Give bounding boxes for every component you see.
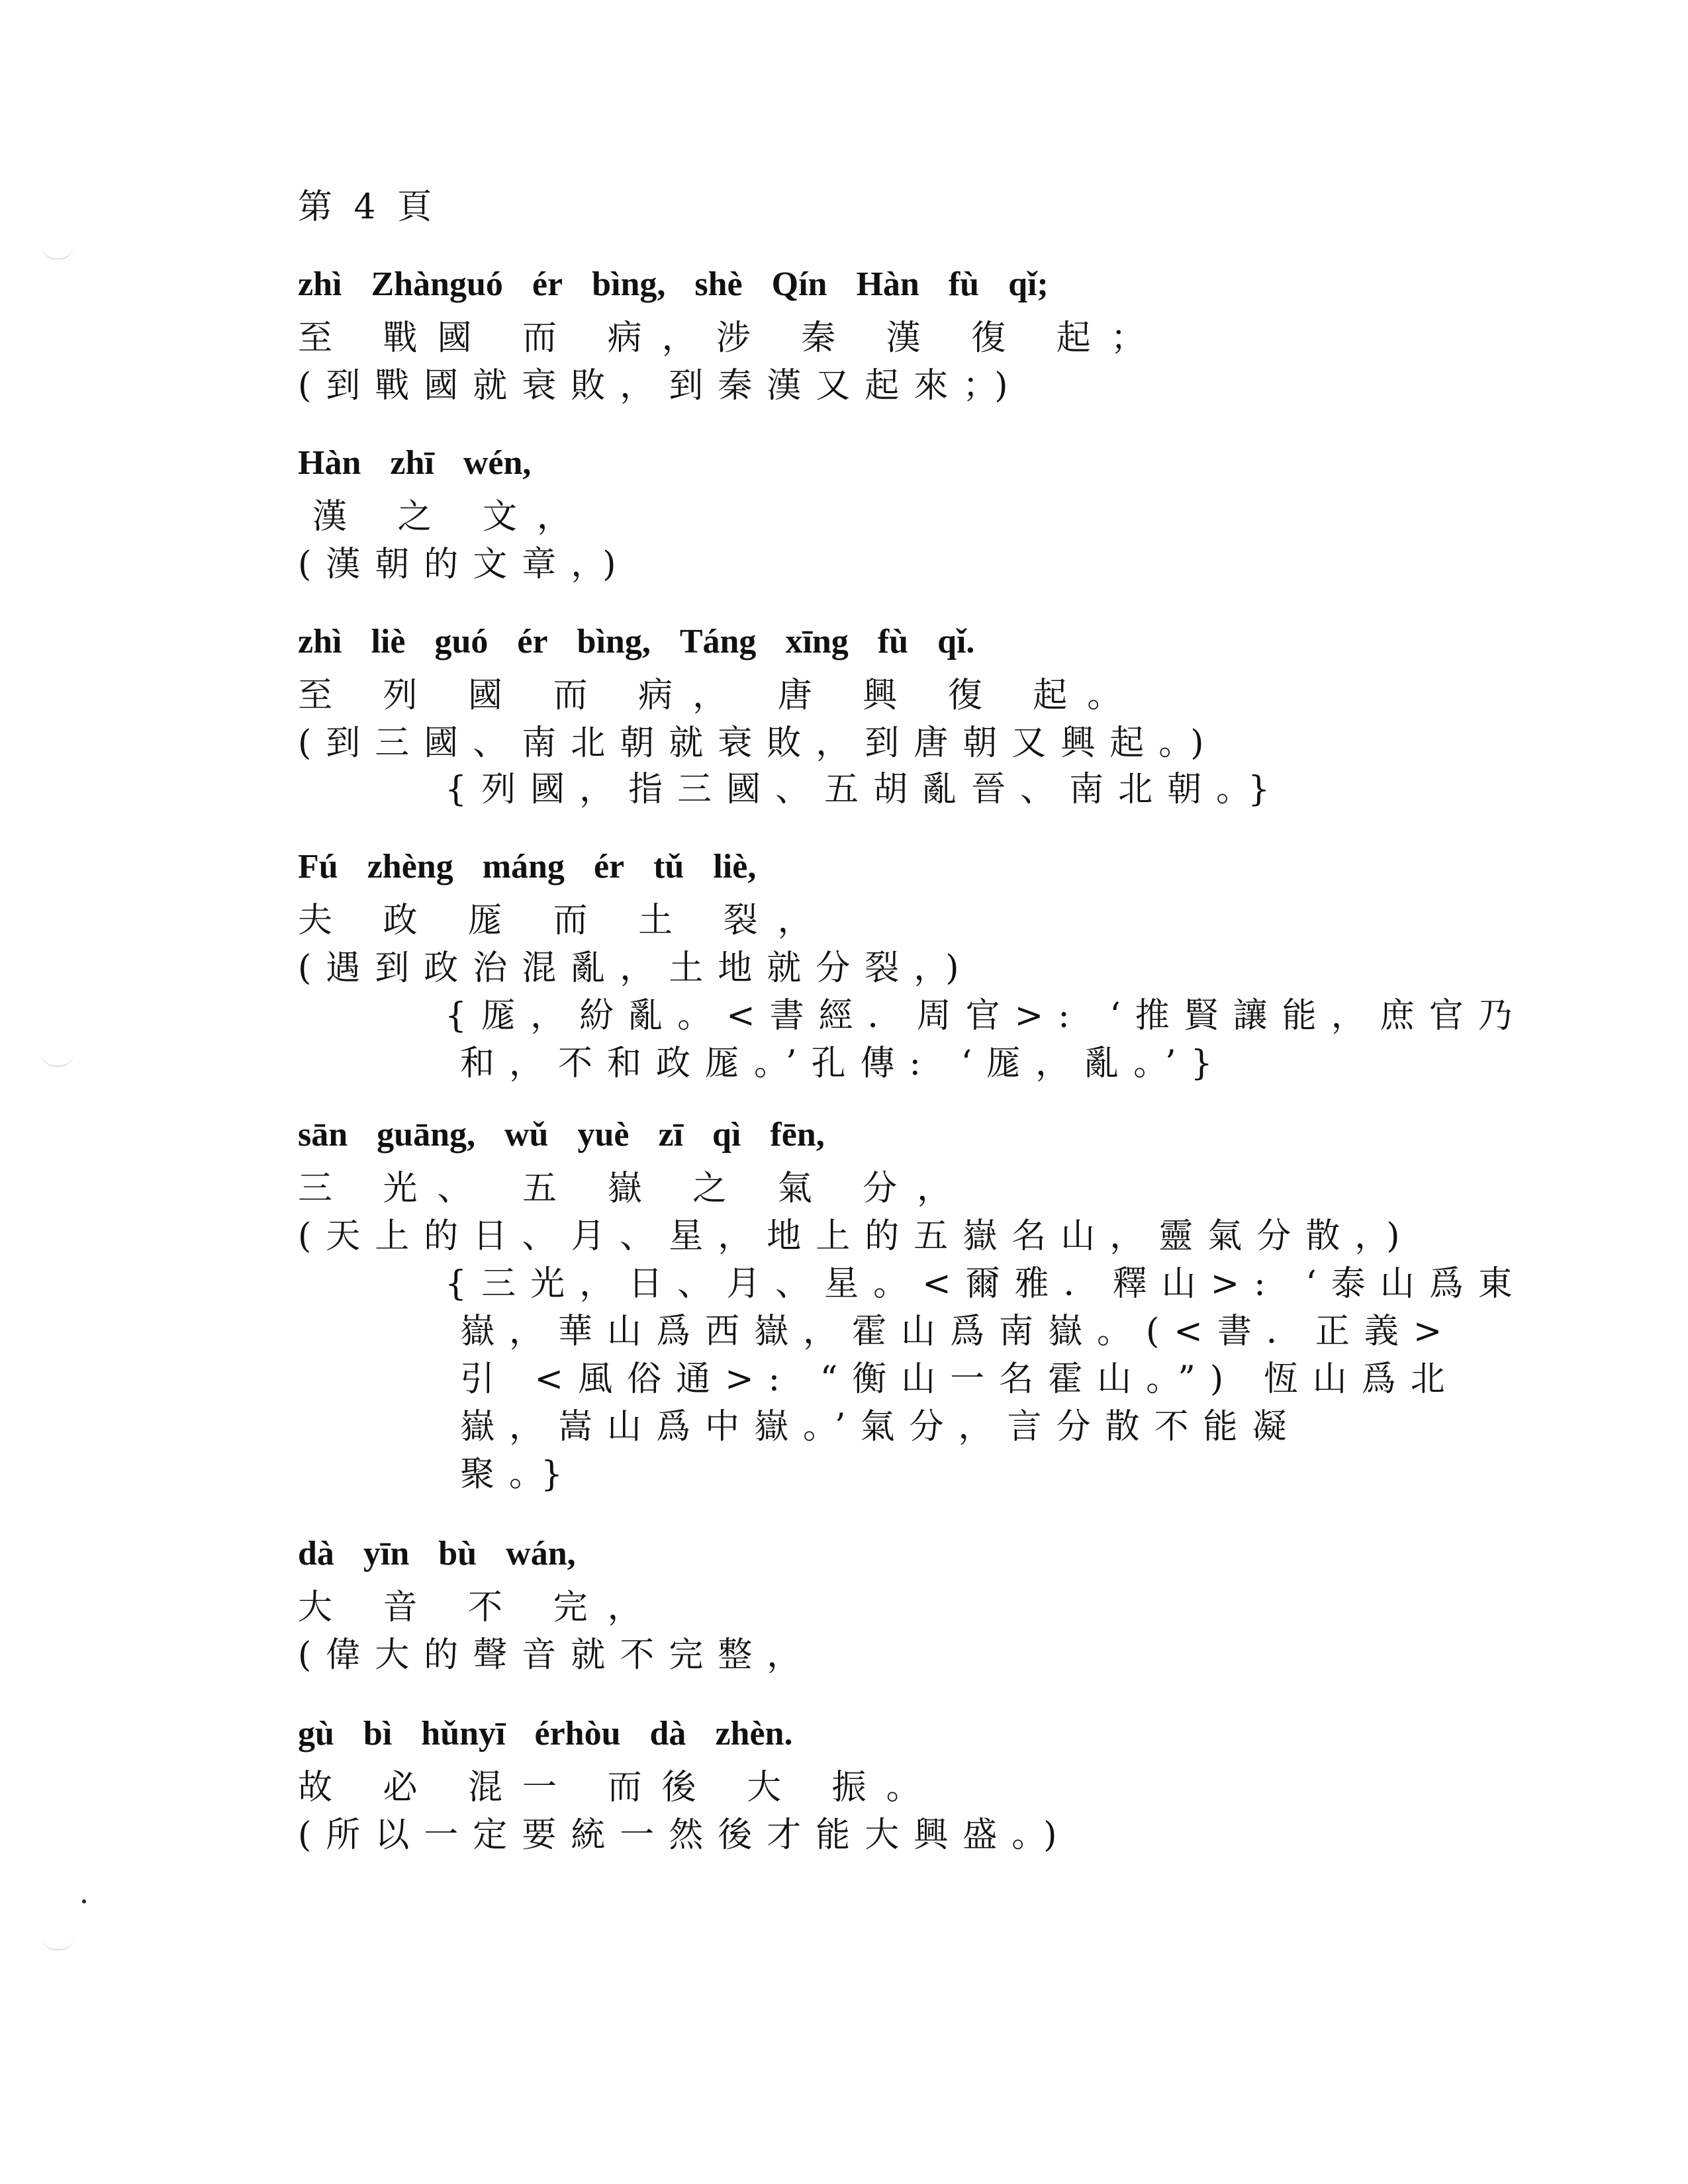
pinyin-syllable: qì xyxy=(712,1116,741,1154)
pinyin-syllable: liè xyxy=(371,623,406,660)
pinyin-syllable: Táng xyxy=(679,623,757,660)
pinyin-syllable: liè, xyxy=(713,848,757,886)
pinyin-syllable: fù xyxy=(948,265,980,303)
pinyin-syllable: Zhànguó xyxy=(371,265,503,303)
annotation-note: {列國，指三國、五胡亂晉、南北朝。} xyxy=(445,770,1285,809)
pinyin-syllable: bì xyxy=(363,1715,393,1752)
pinyin-syllable: zhèn. xyxy=(715,1715,793,1752)
pinyin-syllable: guó xyxy=(434,623,489,660)
chinese-text: 三 光、 五 嶽 之 氣 分， xyxy=(298,1169,972,1208)
pinyin-syllable: ér xyxy=(532,265,563,303)
pinyin-syllable: dà xyxy=(649,1715,686,1752)
pinyin-line xyxy=(298,265,1078,304)
pinyin-line xyxy=(298,1534,605,1574)
pinyin-syllable: ér xyxy=(517,623,548,660)
translation-text: (遇到政治混亂，土地就分裂，) xyxy=(298,948,974,988)
pinyin-syllable: ér xyxy=(593,848,625,886)
binder-hole-mark xyxy=(41,245,74,259)
scan-speck xyxy=(82,1899,86,1903)
chinese-text: 大 音 不 完， xyxy=(298,1588,662,1627)
pinyin-syllable: gù xyxy=(298,1715,334,1752)
pinyin-syllable: érhòu xyxy=(534,1715,621,1752)
pinyin-syllable: zhī xyxy=(390,444,434,482)
chinese-text: 至 戰國 而 病，涉 秦 漢 復 起； xyxy=(298,318,1165,358)
pinyin-syllable: hǔnyī xyxy=(421,1715,506,1752)
pinyin-syllable: dà xyxy=(298,1535,334,1572)
pinyin-syllable: Fú xyxy=(298,848,338,886)
pinyin-syllable: yīn xyxy=(363,1535,410,1572)
pinyin-syllable: zī xyxy=(658,1116,684,1154)
pinyin-syllable: Hàn xyxy=(298,444,361,482)
pinyin-syllable: bìng, xyxy=(577,623,651,660)
pinyin-syllable: zhì xyxy=(298,265,342,303)
chinese-text: 至 列 國 而 病， 唐 興 復 起。 xyxy=(298,676,1142,715)
pinyin-syllable: wán, xyxy=(506,1535,576,1572)
translation-text: (漢朝的文章，) xyxy=(298,545,631,584)
pinyin-syllable: qǐ. xyxy=(937,623,975,660)
pinyin-syllable: Qín xyxy=(771,265,827,303)
pinyin-syllable: qǐ; xyxy=(1008,265,1049,303)
pinyin-line xyxy=(298,443,560,483)
pinyin-syllable: bìng, xyxy=(592,265,666,303)
annotation-note: 聚。} xyxy=(460,1455,578,1494)
translation-text: (偉大的聲音就不完整， xyxy=(298,1635,816,1675)
pinyin-syllable: wǔ xyxy=(504,1116,549,1154)
chinese-text: 夫 政 厖 而 土 裂， xyxy=(298,901,832,940)
pinyin-syllable: sān xyxy=(298,1116,348,1154)
annotation-note: {三光，日、月、星。<爾雅．釋山>: ‘泰山爲東 xyxy=(445,1264,1527,1304)
translation-text: (所以一定要統一然後才能大興盛。) xyxy=(298,1815,1072,1855)
pinyin-syllable: xīng xyxy=(785,623,849,660)
annotation-note: 嶽，嵩山爲中嶽。’氣分，言分散不能凝 xyxy=(460,1407,1301,1447)
chinese-text: 漢 之 文， xyxy=(312,497,592,537)
annotation-note: {厖，紛亂。<書經．周官>: ‘推賢讓能，庶官乃 xyxy=(445,996,1527,1036)
annotation-note: 嶽，華山爲西嶽，霍山爲南嶽。(<書．正義> xyxy=(460,1312,1457,1351)
pinyin-line xyxy=(298,1115,854,1155)
page-label: 第 4 頁 xyxy=(298,187,438,227)
pinyin-syllable: tǔ xyxy=(653,848,684,886)
pinyin-syllable: bù xyxy=(438,1535,477,1572)
pinyin-syllable: máng xyxy=(482,848,565,886)
annotation-note: 引 <風俗通>: “衡山一名霍山。”) 恆山爲北 xyxy=(460,1359,1460,1399)
chinese-text: 故 必 混一 而後 大 振。 xyxy=(298,1768,941,1807)
translation-text: (到三國、南北朝就衰敗，到唐朝又興起。) xyxy=(298,723,1219,763)
pinyin-syllable: Hàn xyxy=(856,265,919,303)
pinyin-syllable: fēn, xyxy=(770,1116,825,1154)
pinyin-line xyxy=(298,847,785,887)
binder-hole-mark xyxy=(41,1936,74,1950)
pinyin-syllable: yuè xyxy=(577,1116,630,1154)
pinyin-line xyxy=(298,1714,821,1754)
translation-text: (到戰國就衰敗，到秦漢又起來；) xyxy=(298,366,1023,406)
pinyin-syllable: zhì xyxy=(298,623,342,660)
pinyin-syllable: wén, xyxy=(463,444,532,482)
pinyin-line xyxy=(298,622,1004,662)
pinyin-syllable: shè xyxy=(694,265,743,303)
pinyin-syllable: zhèng xyxy=(367,848,453,886)
pinyin-syllable: guāng, xyxy=(377,1116,475,1154)
binder-hole-mark xyxy=(41,1052,74,1067)
annotation-note: 和，不和政厖。’孔傳: ‘厖，亂。’} xyxy=(460,1044,1227,1083)
translation-text: (天上的日、月、星，地上的五嶽名山，靈氣分散，) xyxy=(298,1216,1415,1256)
pinyin-syllable: fù xyxy=(877,623,909,660)
